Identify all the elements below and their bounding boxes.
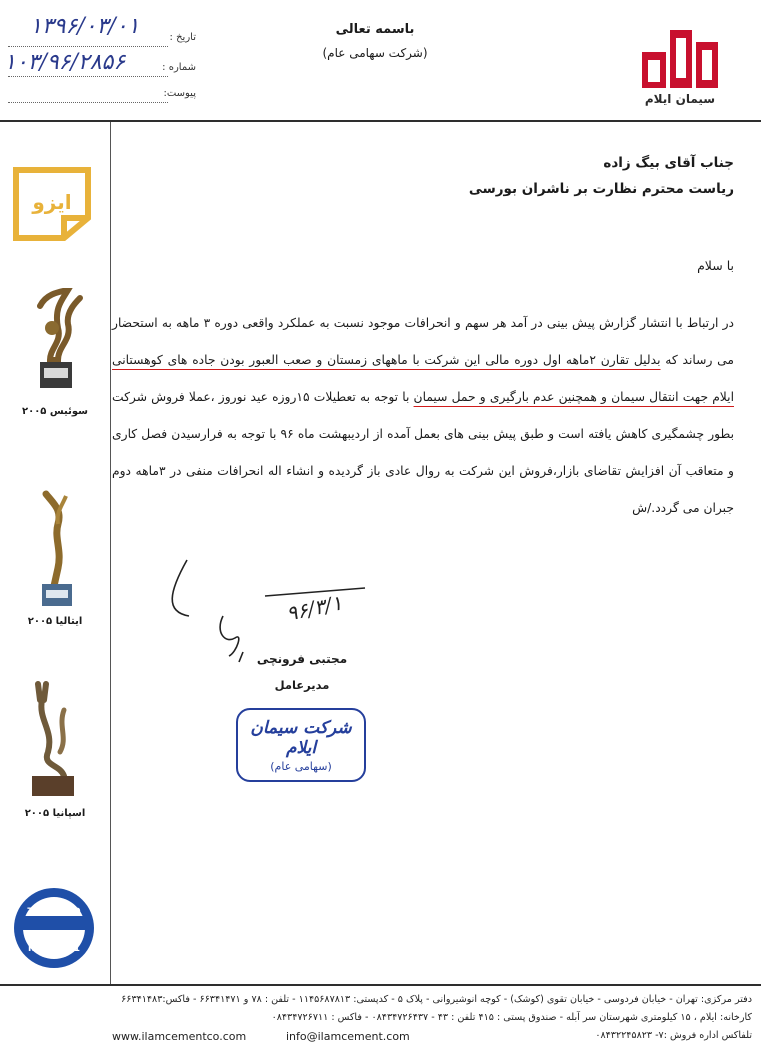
award-caption: اسپانیا ۲۰۰۵ (24, 808, 86, 819)
recipient-title: ریاست محترم نظارت بر ناشران بورسی (468, 181, 734, 197)
company-type: (شرکت سهامی عام) (322, 46, 428, 60)
letter-body (112, 305, 734, 527)
sidebar-divider (110, 122, 111, 984)
stamp-company-type: (سهامی عام) (270, 760, 332, 773)
date-line (8, 46, 168, 47)
recipient-name: جناب آقای بیگ زاده (603, 155, 734, 171)
award-trophy-icon (32, 490, 82, 608)
body-text-conclusion: با توجه به تعطیلات ۱۵روزه عید نوروز ،عملا فروش شرکت بطور چشمگیری کاهش یافته است و طبق پیش بینی های بعمل آمده از اردیبهشت ماه ۹۶ با توجه به فرارسیدن فصل کاری و متعاقب آن افزایش تقاضای بازار،فروش این شرکت به روال عادی باز گردیده و انشاء اله انحرافات منفی در ۳ماهه دوم جبران می گردد./ش (112, 390, 734, 515)
iso-14001-text: ISO 14001 (28, 944, 80, 954)
signer-title: مدیرعامل (274, 678, 330, 692)
award-caption: سوئیس ۲۰۰۵ (22, 406, 88, 417)
tuv-nord-iso-14001-icon (12, 886, 96, 970)
footer-website[interactable]: www.ilamcementco.com (112, 1030, 247, 1043)
award-caption: ایتالیا ۲۰۰۵ (27, 616, 83, 627)
date-label: تاریخ : (169, 32, 196, 43)
header-divider (0, 120, 761, 122)
handwritten-date: ۱۳۹۶/۰۳/۰۱ (30, 14, 140, 39)
footer-email[interactable]: info@ilamcement.com (286, 1030, 410, 1043)
award-trophy-icon (24, 680, 84, 800)
body-text-intro: در ارتباط با انتشار گزارش پیش بینی در آمد هر سهم و انحرافات موجود نسبت به عملکرد واقعی دوره ۳ ماهه به استحضار می رساند که (112, 316, 734, 367)
handwritten-number: ۱۰۳/۹۶/۲۸۵۶ (4, 50, 126, 75)
signer-name: مجتبی فرونچی (256, 652, 348, 666)
attachment-line (8, 102, 168, 103)
footer-sales-fax: تلفاکس اداره فروش :۷- ۰۸۴۳۲۲۴۵۸۲۳ (595, 1030, 752, 1041)
tuv-brand-text: TÜV NORD (27, 907, 81, 917)
iso-logo-text: ایزو (32, 190, 72, 214)
footer-address-hq: دفتر مرکزی: تهران - خیابان فردوسی - خیابان تقوی (کوشک) - کوچه انوشیروانی - پلاک ۵ - کدپستی: ۱۱۴۵۶۸۷۸۱۳ - تلفن : ۷۸ و ۶۶۳۴۱۴۷۱ - فاکس:۶۶۳۴۱۴۸۳ (121, 994, 752, 1005)
bismillah-heading: باسمه تعالی (335, 22, 415, 37)
number-label: شماره : (162, 62, 196, 73)
number-line (8, 76, 168, 77)
greeting: با سلام (697, 258, 734, 273)
recipient-block (112, 150, 734, 202)
footer-divider (0, 984, 761, 986)
company-stamp (236, 708, 366, 782)
logo-caption: سیمان ایلام (644, 92, 716, 106)
stamp-company-name: شرکت سیمان ایلام (250, 718, 352, 758)
handwritten-signature-date: ۹۶/۳/۱ (284, 590, 345, 626)
body-text-underlined: بدلیل تقارن ۲ماهه اول دوره مالی این شرکت با ماههای زمستان و صعب العبور بودن جاده های کوهستانی ایلام جهت انتقال سیمان و همچنین عدم بارگیری و حمل سیمان (112, 353, 734, 404)
attachment-label: پیوست: (163, 88, 196, 99)
award-trophy-icon (28, 288, 84, 398)
footer-address-factory: کارخانه: ایلام ، ۱۵ کیلومتری شهرستان سر آبله - صندوق پستی : ۴۱۵ تلفن : ۴۳ - ۰۸۴۳۴۷۲۶۴۳۷ - فاکس : ۰۸۴۳۴۷۲۶۷۱۱ (271, 1012, 752, 1023)
